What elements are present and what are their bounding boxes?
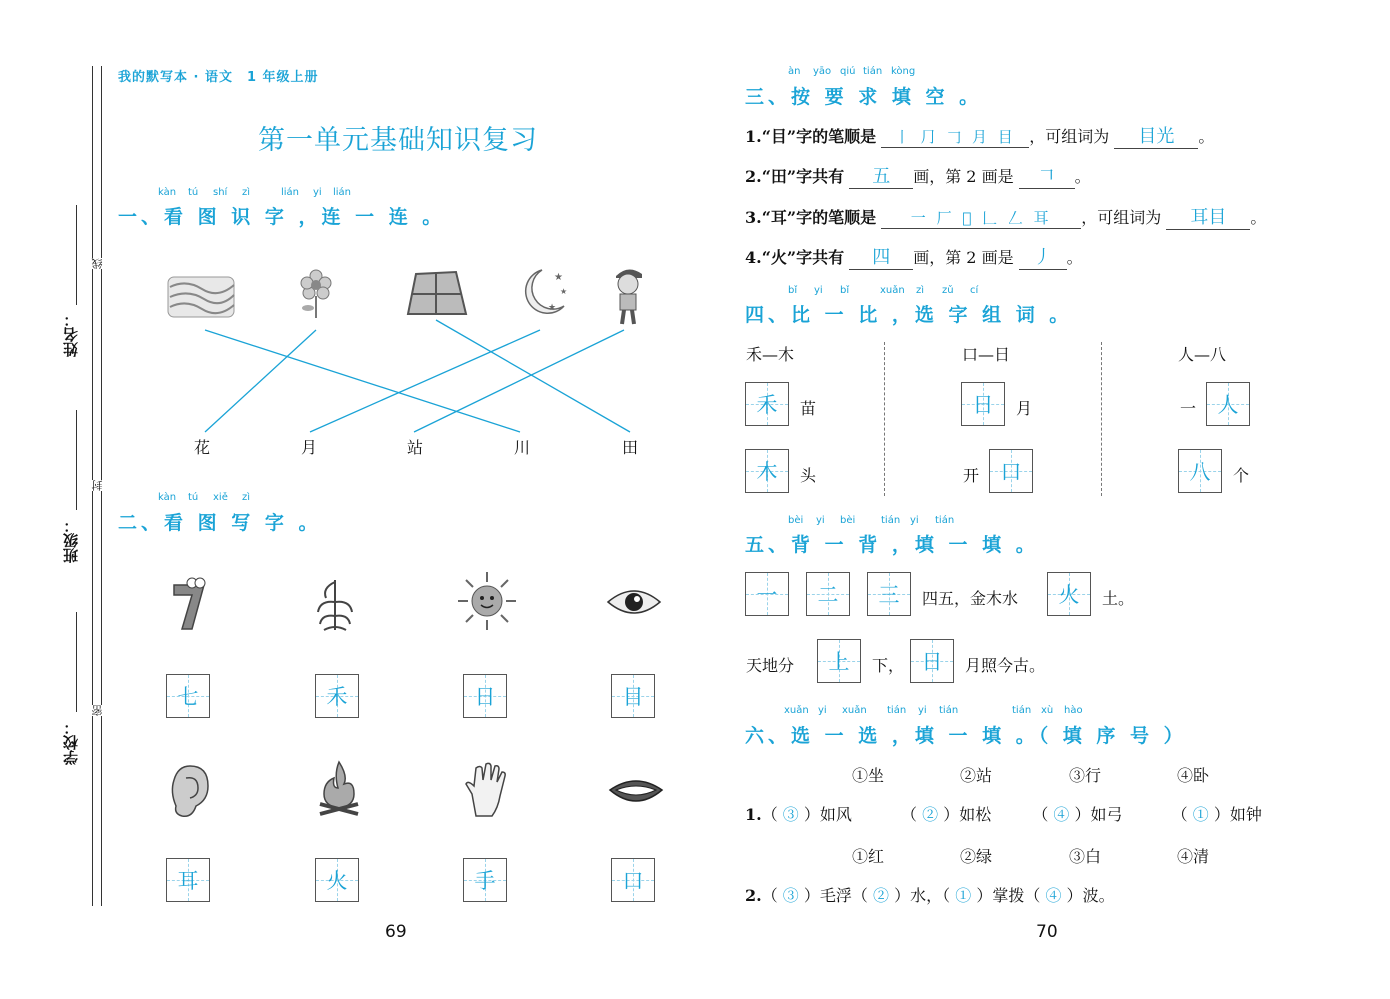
- class-label: 班级：: [62, 518, 80, 563]
- q3-1: 1.“目”字的笔顺是 丨 ⺆ 𠃌 月 目 ，可组词为 目光 。: [745, 122, 1214, 149]
- poem-box-1[interactable]: 一: [745, 572, 789, 616]
- q6-1: 1.（ ③ ）如风 （ ② ）如松 （ ④ ）如弓 （ ① ）如钟: [745, 805, 1262, 824]
- poem-line1-text: 四五，金木水: [922, 589, 1019, 608]
- section5-title: 五、背 一 背 ，填 一 填 。: [745, 534, 1039, 556]
- poem-box-5[interactable]: 上: [817, 639, 861, 683]
- group2-box-b[interactable]: 口: [989, 449, 1033, 493]
- page-number-right: 70: [1036, 922, 1058, 942]
- group1-box-b[interactable]: 木: [745, 449, 789, 493]
- write-box-seven[interactable]: 七: [166, 674, 210, 718]
- divider-1: [884, 342, 885, 496]
- q3-2: 2.“田”字共有 五 画，第 2 画是 𠃍 。: [745, 162, 1091, 189]
- seal-mark-line: 线: [91, 258, 104, 269]
- q3-1-word[interactable]: 目光: [1114, 122, 1198, 149]
- options1-d: ④卧: [1177, 766, 1210, 785]
- section4-title: 四、比 一 比 ，选 字 组 词 。: [745, 304, 1073, 326]
- group2-word-a: 月: [1016, 399, 1033, 418]
- options2-d: ④清: [1177, 847, 1210, 866]
- match-word-stand: 站: [407, 438, 424, 457]
- options2-c: ③白: [1069, 847, 1102, 866]
- sun-picture: [456, 570, 518, 636]
- q3-4: 4.“火”字共有 四 画，第 2 画是 丿 。: [745, 243, 1083, 270]
- school-underline: [76, 612, 77, 712]
- seal-mark-seal: 封: [91, 480, 104, 491]
- q6-1-ans-3[interactable]: ④: [1053, 805, 1070, 824]
- q6-2-ans-1[interactable]: ③: [782, 886, 799, 905]
- group3-word-b: 个: [1233, 466, 1250, 485]
- q6-1-ans-1[interactable]: ③: [782, 805, 799, 824]
- q3-4-stroke[interactable]: 丿: [1019, 243, 1067, 270]
- q3-2-count[interactable]: 五: [849, 162, 913, 189]
- poem-line2-start: 天地分: [746, 656, 795, 675]
- group3-box-a[interactable]: 人: [1206, 382, 1250, 426]
- group2-word-b: 开: [963, 466, 980, 485]
- q3-4-count[interactable]: 四: [849, 243, 913, 270]
- section2-title: 二、看 图 写 字 。: [118, 512, 322, 534]
- group1-word-b: 头: [800, 466, 817, 485]
- q3-2-stroke[interactable]: 𠃍: [1019, 162, 1075, 189]
- options1-b: ②站: [960, 766, 993, 785]
- poem-box-2[interactable]: 二: [806, 572, 850, 616]
- divider-2: [1101, 342, 1102, 496]
- rice-plant-picture: [312, 572, 358, 638]
- q3-3-word[interactable]: 耳目: [1166, 203, 1250, 230]
- write-box-eye[interactable]: 目: [611, 674, 655, 718]
- poem-line2-mid: 下，: [872, 656, 905, 675]
- q6-2: 2.（ ③ ）毛浮（ ② ）水，（ ① ）掌拨（ ④ ）波。: [745, 886, 1115, 905]
- seal-mark-secret: 密: [91, 705, 104, 716]
- group1-box-a[interactable]: 禾: [745, 382, 789, 426]
- pair-ren-ba: 人—八: [1178, 345, 1227, 364]
- options1-c: ③行: [1069, 766, 1102, 785]
- match-word-moon: 月: [301, 438, 318, 457]
- pair-kou-ri: 口—日: [962, 345, 1011, 364]
- group2-box-a[interactable]: 日: [961, 382, 1005, 426]
- name-label: 姓名：: [62, 312, 80, 357]
- section1-title: 一、看 图 识 字 ，连 一 连 。: [118, 206, 446, 228]
- write-box-ear[interactable]: 耳: [166, 858, 210, 902]
- group3-box-b[interactable]: 八: [1178, 449, 1222, 493]
- q6-1-ans-4[interactable]: ①: [1192, 805, 1209, 824]
- svg-text:★: ★: [554, 272, 563, 283]
- ear-picture: [168, 762, 212, 826]
- svg-text:★: ★: [548, 303, 557, 313]
- pair-he-mu: 禾—木: [746, 345, 795, 364]
- page-title: 第一单元基础知识复习: [258, 125, 538, 156]
- page-number-left: 69: [385, 922, 407, 942]
- write-box-sun[interactable]: 日: [463, 674, 507, 718]
- section6-title: 六、选 一 选 ，填 一 填 。（ 填 序 号 ）: [745, 725, 1187, 747]
- eye-picture: [606, 584, 662, 624]
- write-box-rice[interactable]: 禾: [315, 674, 359, 718]
- write-box-hand[interactable]: 手: [463, 858, 507, 902]
- match-lines: [0, 0, 700, 500]
- q6-1-ans-2[interactable]: ②: [922, 805, 939, 824]
- mouth-picture: [608, 772, 664, 816]
- poem-box-3[interactable]: 三: [867, 572, 911, 616]
- poem-line2-end: 月照今古。: [965, 656, 1046, 675]
- match-word-field: 田: [622, 438, 639, 457]
- poem-box-4[interactable]: 火: [1047, 572, 1091, 616]
- q3-1-strokes[interactable]: 丨 ⺆ 𠃌 月 目: [881, 126, 1029, 148]
- options2-a: ①红: [852, 847, 885, 866]
- number-seven-picture: [170, 575, 210, 635]
- poem-line1-end: 土。: [1102, 589, 1135, 608]
- group3-word-a: 一: [1180, 399, 1197, 418]
- options2-b: ②绿: [960, 847, 993, 866]
- school-label: 学校：: [62, 720, 80, 765]
- poem-box-6[interactable]: 日: [910, 639, 954, 683]
- section3-title: 三、按 要 求 填 空 。: [745, 86, 983, 108]
- write-box-fire[interactable]: 火: [315, 858, 359, 902]
- q6-2-ans-2[interactable]: ②: [873, 886, 890, 905]
- hand-picture: [462, 760, 512, 822]
- q3-3: 3.“耳”字的笔顺是 一 厂 𠂋 𠃊 𠃋 耳 ，可组词为 耳目 。: [745, 203, 1266, 230]
- book-header: 我的默写本 · 语文 1 年级上册: [118, 70, 319, 85]
- match-word-flower: 花: [194, 438, 211, 457]
- fire-picture: [314, 758, 364, 822]
- q3-3-strokes[interactable]: 一 厂 𠂋 𠃊 𠃋 耳: [881, 207, 1081, 229]
- q6-2-ans-4[interactable]: ④: [1045, 886, 1062, 905]
- group1-word-a: 苗: [800, 399, 817, 418]
- svg-text:★: ★: [560, 287, 568, 296]
- q6-2-ans-3[interactable]: ①: [955, 886, 972, 905]
- write-box-mouth[interactable]: 口: [611, 858, 655, 902]
- match-word-river: 川: [514, 438, 531, 457]
- options1-a: ①坐: [852, 766, 885, 785]
